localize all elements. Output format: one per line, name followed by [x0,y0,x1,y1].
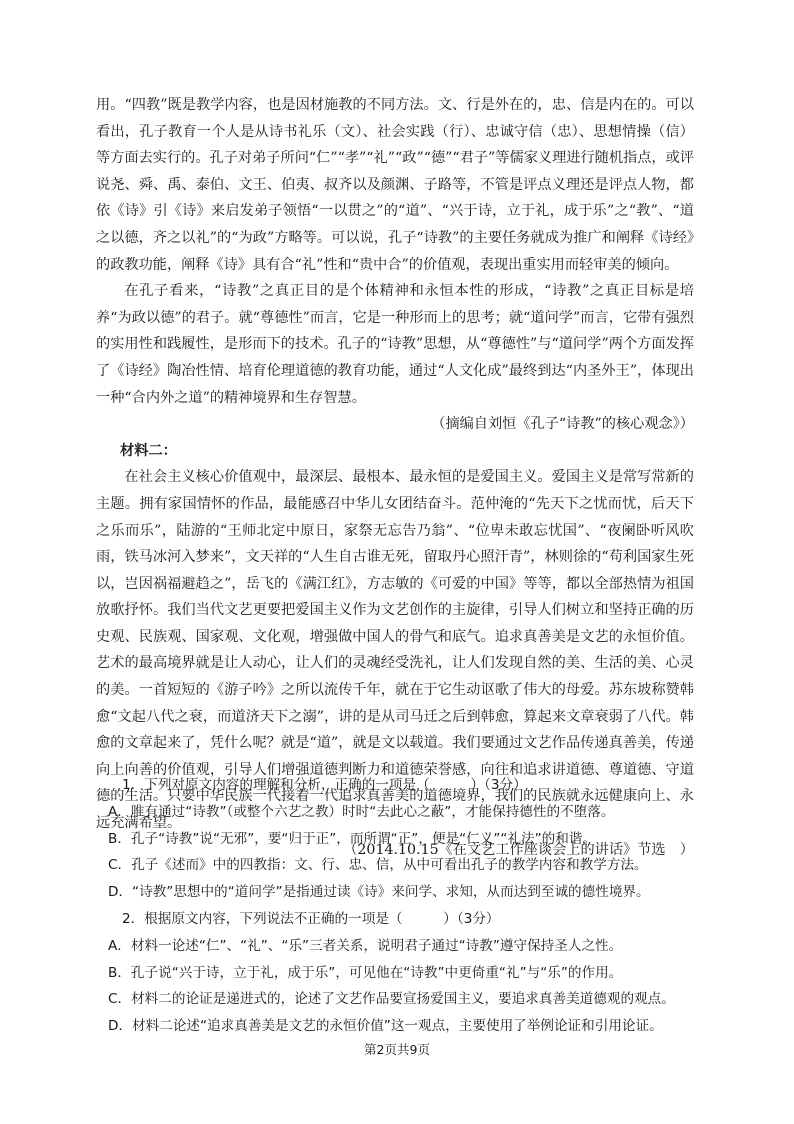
question-1-option-d: D．“诗教”思想中的“道问学”是指通过读《诗》来问学、求知，从而达到至诚的德性境界。 [108,884,650,901]
page-number: 第2页共9页 [364,1042,430,1057]
material2-paragraph1: 在社会主义核心价值观中，最深层、最根本、最永恒的是爱国主义。爱国主义是常写常新的主题。拥有家国情怀的作品，最能感召中华儿女团结奋斗。范仲淹的“先天下之忧而忧，后天下之乐而乐”，陆游的“王师北定中原日，家祭无忘告乃翁”、“位卑未敢忘忧国”、“夜阑卧听风吹雨，铁马冰河入梦来”，文天祥的“人生自古谁无死，留取丹心照汗青”，林则徐的“苟利国家生死以，岂因祸福避趋之”，岳飞的《满江红》，方志敏的《可爱的中国》等等，都以全部热情为祖国放歌抒怀。我们当代文艺更要把爱国主义作为文艺创作的主旋律，引导人们树立和坚持正确的历史观、民族观、国家观、文化观，增强做中国人的骨气和底气。追求真善美是文艺的永恒价值。艺术的最高境界就是让人动心，让人们的灵魂经受洗礼，让人们发现自然的美、生活的美、心灵的美。一首短短的《游子吟》之所以流传千年，就在于它生动讴歌了伟大的母爱。苏东坡称赞韩愈“文起八代之衰，而道济天下之溺”，讲的是从司马迁之后到韩愈，算起来文章衰弱了八代。韩愈的文章起来了，凭什么呢？就是“道”，就是文以载道。我们要通过文艺作品传递真善美，传递向上向善的价值观，引导人们增强道德判断力和道德荣誉感，向往和追求讲道德、尊道德、守道德的生活。只要中华民族一代接着一代追求真善美的道德境界，我们的民族就永远健康向上、永远充满希望。 [96,469,694,832]
question-1-stem: 1．下列对原文内容的理解和分析，正确的一项是（ ）（3分） [122,777,527,793]
question-1-option-b: B．孔子“诗教”说“无邪”，要“归于正”，而所谓“正”，便是“仁义”“礼法”的和谐。 [108,830,597,847]
reading-passage [96,92,694,863]
material1-paragraph1: 用。“四教”既是教学内容，也是因材施教的不同方法。文、行是外在的，忠、信是内在的。可以看出，孔子教育一个人是从诗书礼乐（文）、社会实践（行）、忠诚守信（忠）、思想情操（信）等方面去实行的。孔子对弟子所问“仁”“孝”“礼”“政”“德”“君子”等儒家义理进行随机指点，或评说尧、舜、禹、泰伯、文王、伯夷、叔齐以及颜渊、子路等，不管是评点义理还是评点人物，都依《诗》引《诗》来启发弟子领悟“一以贯之”的“道”、“兴于诗，立于礼，成于乐”之“教”、“道之以德，齐之以礼”的“为政”方略等。可以说，孔子“诗教”的主要任务就成为推广和阐释《诗经》的政教功能，阐释《诗》具有合“礼”性和“贵中合”的价值观，表现出重实用而轻审美的倾向。 [96,97,694,273]
material2-heading: 材料二： [120,442,177,459]
question-2-option-c: C．材料二的论证是递进式的，论述了文艺作品要宣扬爱国主义，要追求真善美道德观的观点。 [108,991,675,1008]
material1-paragraph2: 在孔子看来，“诗教”之真正目的是个体精神和永恒本性的形成，“诗教”之真正目标是培养“为政以德”的君子。就“尊德性”而言，它是一种形而上的思考；就“道问学”而言，它带有强烈的实用性和践履性，是形而下的技术。孔子的“诗教”思想，从“尊德性”与“道问学”两个方面发挥了《诗经》陶冶性情、培育伦理道德的教育功能，通过“人文化成”最终到达“内圣外王”，体现出一种“合内外之道”的精神境界和生存智慧。 [96,283,694,406]
question-section [108,772,700,1040]
question-2-option-d: D．材料二论述“追求真善美是文艺的永恒价值”这一观点，主要使用了举例论证和引用论证。 [108,1018,663,1035]
material1-source: （摘编自刘恒《孔子“诗教”的核心观念》） [431,416,694,433]
question-2-stem: 2．根据原文内容，下列说法不正确的一项是（ ）（3分） [122,910,500,927]
question-2-option-b: B．孔子说“兴于诗，立于礼，成于乐”，可见他在“诗教”中更倚重“礼”与“乐”的作用。 [108,964,623,981]
material2-source: （2014.10.15《在文艺工作座谈会上的讲话》节选 ） [343,841,694,858]
question-2-option-a: A．材料一论述“仁”、“礼”、“乐”三者关系，说明君子通过“诗教”遵守保持圣人之性。 [108,937,623,954]
question-1-option-c: C．孔子《述而》中的四教指：文、行、忠、信，从中可看出孔子的教学内容和教学方法。 [108,857,648,874]
question-1-option-a: A．唯有通过“诗教”（或整个六艺之教）时时“去此心之蔽”，才能保持德性的不堕落。 [108,803,615,820]
